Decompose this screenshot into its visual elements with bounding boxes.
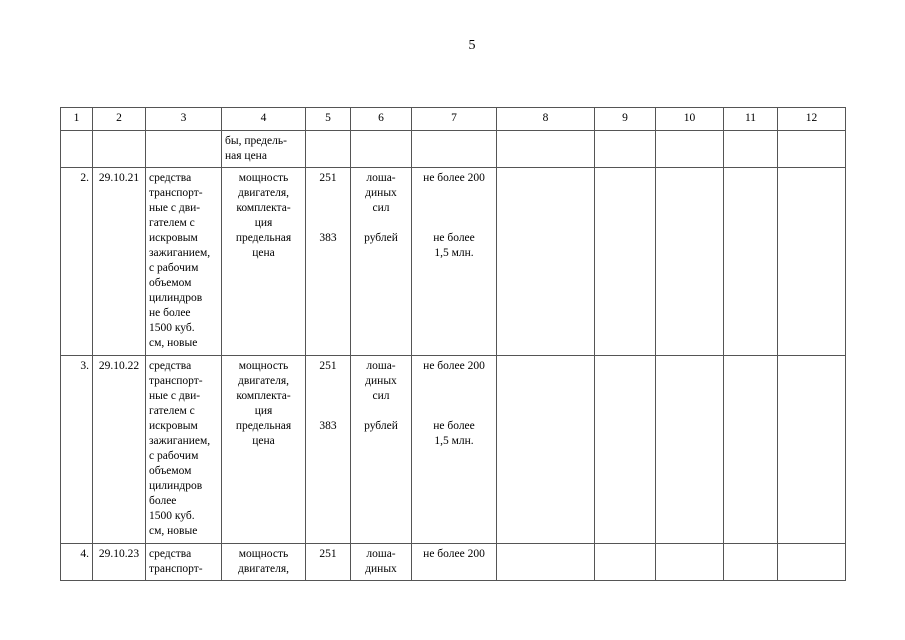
name-line: 1500 куб. xyxy=(149,322,195,334)
characteristic-line: бы, предель- xyxy=(225,135,287,147)
okei-code: 383 xyxy=(319,232,337,244)
value-cell xyxy=(412,356,497,544)
name-line: более xyxy=(149,495,177,507)
okei-code-cell xyxy=(306,544,351,581)
table-cell xyxy=(656,544,724,581)
name-line: ные с дви- xyxy=(149,202,201,214)
name-line: цилиндров xyxy=(149,480,203,492)
table-cell xyxy=(595,168,656,356)
value-line: не более 200 xyxy=(423,172,485,184)
header-cell: 8 xyxy=(497,108,595,131)
name-line: искровым xyxy=(149,420,198,432)
okei-code: 383 xyxy=(319,420,337,432)
okei-code-cell xyxy=(306,168,351,356)
document-table xyxy=(60,107,846,581)
table-cell xyxy=(656,168,724,356)
characteristic-line: ция xyxy=(254,217,273,229)
table-cell xyxy=(497,356,595,544)
table-cell xyxy=(595,131,656,168)
characteristic-line: мощность xyxy=(238,360,289,372)
header-cell: 5 xyxy=(306,108,351,131)
value-cell xyxy=(412,544,497,581)
okei-code: 251 xyxy=(319,172,337,184)
unit-line: сил xyxy=(372,202,390,214)
name-line: средства xyxy=(149,548,192,560)
unit-cell xyxy=(351,356,412,544)
table-cell xyxy=(778,544,846,581)
item-name xyxy=(146,356,222,544)
name-line: гателем с xyxy=(149,217,195,229)
value-line: не более xyxy=(433,232,475,244)
name-line: см, новые xyxy=(149,525,198,537)
table-cell xyxy=(724,131,778,168)
table-cell xyxy=(778,356,846,544)
name-line: транспорт- xyxy=(149,375,203,387)
okpd-code: 29.10.21 xyxy=(93,168,146,356)
characteristic-line: комплекта- xyxy=(236,390,291,402)
unit-line: сил xyxy=(372,390,390,402)
name-line: зажиганием, xyxy=(149,435,211,447)
unit-line: лоша- xyxy=(366,360,396,372)
name-line: цилиндров xyxy=(149,292,203,304)
continuation-row xyxy=(61,131,846,168)
header-cell: 2 xyxy=(93,108,146,131)
header-cell: 11 xyxy=(724,108,778,131)
characteristic-cell xyxy=(222,131,306,168)
header-cell: 4 xyxy=(222,108,306,131)
table-cell xyxy=(656,131,724,168)
characteristic-line: цена xyxy=(252,435,275,447)
table-row xyxy=(61,544,846,581)
characteristic-line: ция xyxy=(254,405,273,417)
table-cell xyxy=(497,168,595,356)
okei-code-cell xyxy=(306,356,351,544)
name-line: 1500 куб. xyxy=(149,510,195,522)
header-cell: 1 xyxy=(61,108,93,131)
table-row xyxy=(61,168,846,356)
table-cell xyxy=(146,131,222,168)
unit-line: диных xyxy=(365,187,397,199)
table-cell xyxy=(724,168,778,356)
name-line: ные с дви- xyxy=(149,390,201,402)
header-cell: 3 xyxy=(146,108,222,131)
table-cell xyxy=(778,131,846,168)
okei-code: 251 xyxy=(319,360,337,372)
value-cell xyxy=(412,168,497,356)
value-line: 1,5 млн. xyxy=(434,247,474,259)
okpd-code: 29.10.23 xyxy=(93,544,146,581)
name-line: с рабочим xyxy=(149,450,199,462)
page-number: 5 xyxy=(468,38,476,53)
unit-cell xyxy=(351,544,412,581)
table-cell xyxy=(93,131,146,168)
unit-line: диных xyxy=(365,375,397,387)
characteristic-line: ная цена xyxy=(225,150,267,162)
table-cell xyxy=(497,131,595,168)
table-cell xyxy=(61,131,93,168)
row-number: 4. xyxy=(61,544,93,581)
characteristic-line: двигателя, xyxy=(238,563,289,575)
name-line: с рабочим xyxy=(149,262,199,274)
name-line: средства xyxy=(149,360,192,372)
name-line: не более xyxy=(149,307,191,319)
table-row xyxy=(61,356,846,544)
name-line: зажиганием, xyxy=(149,247,211,259)
name-line: искровым xyxy=(149,232,198,244)
item-name xyxy=(146,168,222,356)
name-line: объемом xyxy=(149,465,192,477)
value-line: не более xyxy=(433,420,475,432)
name-line: транспорт- xyxy=(149,187,203,199)
characteristic-line: комплекта- xyxy=(236,202,291,214)
characteristic-cell xyxy=(222,356,306,544)
characteristic-line: двигателя, xyxy=(238,375,289,387)
value-line: не более 200 xyxy=(423,360,485,372)
table-cell xyxy=(595,356,656,544)
table-cell xyxy=(778,168,846,356)
unit-line: рублей xyxy=(364,420,398,432)
name-line: транспорт- xyxy=(149,563,203,575)
header-cell: 9 xyxy=(595,108,656,131)
header-cell: 10 xyxy=(656,108,724,131)
row-number: 2. xyxy=(61,168,93,356)
okpd-code: 29.10.22 xyxy=(93,356,146,544)
okei-code: 251 xyxy=(319,548,337,560)
unit-cell xyxy=(351,168,412,356)
value-line: не более 200 xyxy=(423,548,485,560)
unit-line: рублей xyxy=(364,232,398,244)
table-cell xyxy=(595,544,656,581)
table-cell xyxy=(412,131,497,168)
table-cell xyxy=(724,544,778,581)
table-cell xyxy=(306,131,351,168)
name-line: средства xyxy=(149,172,192,184)
characteristic-cell xyxy=(222,544,306,581)
table-cell xyxy=(351,131,412,168)
header-cell: 12 xyxy=(778,108,846,131)
characteristic-line: цена xyxy=(252,247,275,259)
characteristic-line: мощность xyxy=(238,172,289,184)
table-cell xyxy=(724,356,778,544)
characteristic-line: мощность xyxy=(238,548,289,560)
characteristic-line: предельная xyxy=(235,420,292,432)
unit-line: лоша- xyxy=(366,172,396,184)
characteristic-line: двигателя, xyxy=(238,187,289,199)
characteristic-cell xyxy=(222,168,306,356)
unit-line: диных xyxy=(365,563,397,575)
name-line: см, новые xyxy=(149,337,198,349)
value-line: 1,5 млн. xyxy=(434,435,474,447)
row-number: 3. xyxy=(61,356,93,544)
header-cell: 6 xyxy=(351,108,412,131)
table-header-row xyxy=(61,108,846,131)
name-line: объемом xyxy=(149,277,192,289)
header-cell: 7 xyxy=(412,108,497,131)
characteristic-line: предельная xyxy=(235,232,292,244)
table-cell xyxy=(656,356,724,544)
unit-line: лоша- xyxy=(366,548,396,560)
name-line: гателем с xyxy=(149,405,195,417)
item-name xyxy=(146,544,222,581)
table-cell xyxy=(497,544,595,581)
